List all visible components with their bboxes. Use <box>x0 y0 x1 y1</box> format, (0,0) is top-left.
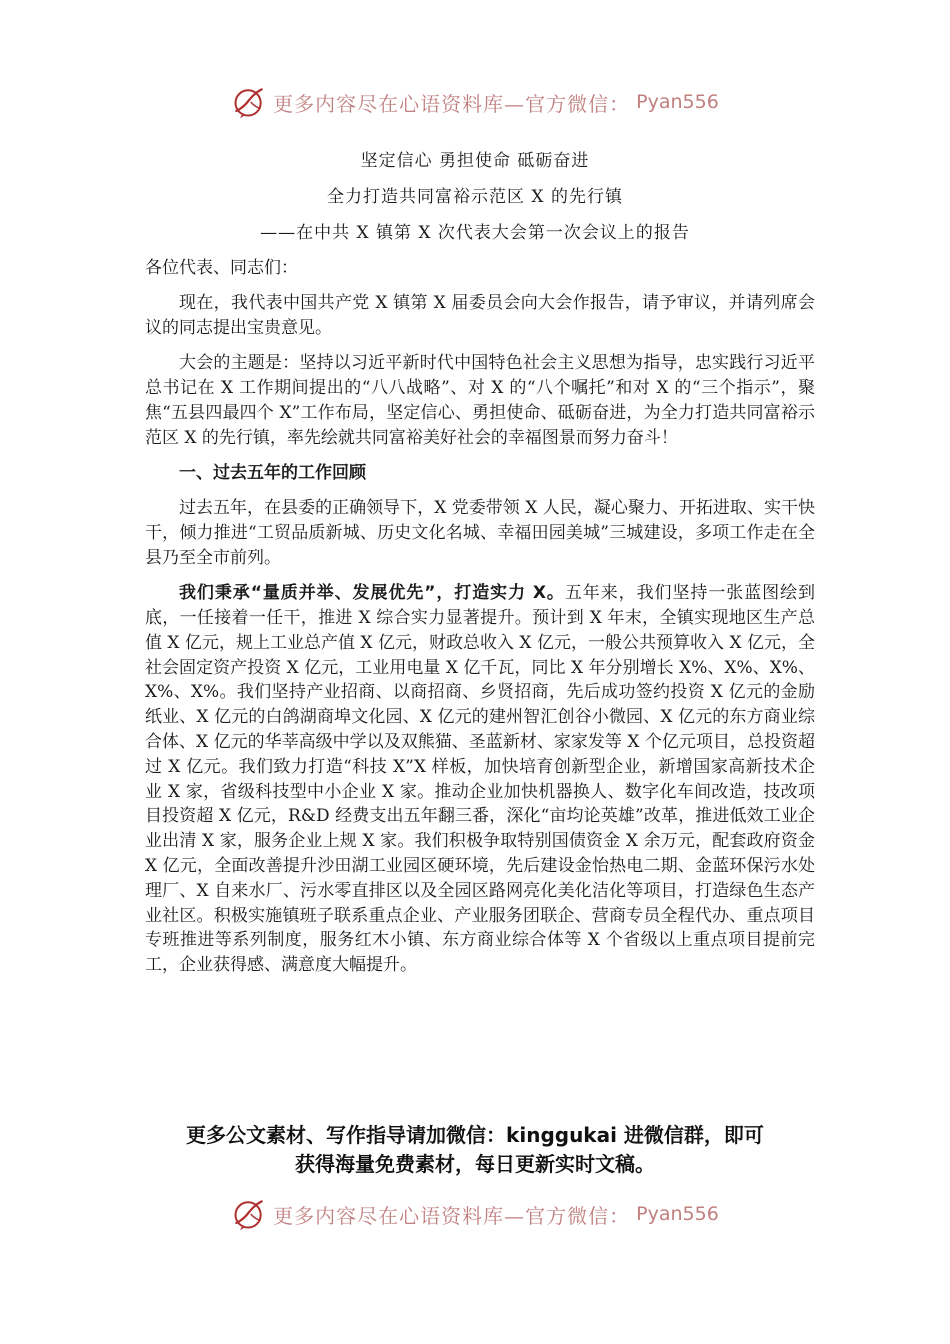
paragraph-strength-text: 五年来，我们坚持一张蓝图绘到底，一任接着一任干，推进 X 综合实力显著提升。预计到 X 年末，全镇实现地区生产总值 X 亿元，规上工业总产值 X 亿元，财政总收入 X 亿元，一般公共预算收入 X 亿元，全社会固定资产投资 X 亿元，工业用电量 X 亿千瓦，同比 X 年分别增长 X%、X%、X%、X%、X%。我们坚持产业招商、以商招商、乡贤招商，先后成功签约投资 X 亿元的金励纸业、X 亿元的白鸽湖商埠文化园、X 亿元的建州智汇创谷小微园、X 亿元的东方商业综合体、X 亿元的华莘高级中学以及双熊猫、圣蓝新材、家家发等 X 个亿元项目，总投资超过 X 亿元。我们致力打造“科技 X”X 样板，加快培育创新型企业，新增国家高新技术企业 X 家，省级科技型中小企业 X 家。推动企业加快机器换人、数字化车间改造，技改项目投资超 X 亿元，R&D 经费支出五年翻三番，深化“亩均论英雄”改革，推进低效工业企业出清 X 家，服务企业上规 X 家。我们积极争取特别国债资金 X 余万元，配套政府资金 X 亿元，全面改善提升沙田湖工业园区硬环境，先后建设金怡热电二期、金蓝环保污水处理厂、X 自来水厂、污水零直排区以及全园区路网亮化美化洁化等项目，打造绿色生态产业社区。积极实施镇班子联系重点企业、产业服务团联企、营商专员全程代办、重点项目专班推进等系列制度，服务红木小镇、东方商业综合体等 X 个省级以上重点项目提前完工，企业获得感、满意度大幅提升。 <box>145 583 816 976</box>
salutation: 各位代表、同志们： <box>145 258 298 278</box>
pen-writing-logo-icon <box>231 1196 267 1232</box>
paragraph-intro: 现在，我代表中国共产党 X 镇第 X 届委员会向大会作报告，请予审议，并请列席会议的同志提出宝贵意见。 <box>145 293 815 339</box>
report-body <box>145 256 815 978</box>
report-title-line-1: 坚定信心 勇担使命 砥砺奋进 <box>360 151 590 171</box>
banner-wechat-id: Pyan556 <box>636 1203 719 1225</box>
promo-line-1: 更多公文素材、写作指导请加微信：kinggukai 进微信群，即可 <box>186 1123 764 1147</box>
paragraph-review: 过去五年，在县委的正确领导下，X 党委带领 X 人民，凝心聚力、开拓进取、实干快干，倾力推进“工贸品质新城、历史文化名城、幸福田园美城”三城建设，多项工作走在全县乃至全市前列。 <box>145 498 815 568</box>
paragraph-lead-sentence: 我们秉承“量质并举、发展优先”，打造实力 X。 <box>179 583 565 604</box>
promo-line-2: 获得海量免费素材，每日更新实时文稿。 <box>295 1152 655 1176</box>
banner-wechat-id: Pyan556 <box>636 91 719 113</box>
banner-text: 更多内容尽在心语资料库—官方微信： <box>273 1203 631 1228</box>
watermark-banner-top <box>0 82 950 122</box>
promo-notice <box>0 1121 950 1179</box>
section-heading: 一、过去五年的工作回顾 <box>179 463 366 484</box>
report-title-line-2: 全力打造共同富裕示范区 X 的先行镇 <box>327 187 623 207</box>
pen-writing-logo-icon <box>231 84 267 120</box>
paragraph-strength <box>145 581 815 978</box>
banner-text: 更多内容尽在心语资料库—官方微信： <box>273 91 631 116</box>
paragraph-theme: 大会的主题是：坚持以习近平新时代中国特色社会主义思想为指导，忠实践行习近平总书记在 X 工作期间提出的“八八战略”、对 X 的“八个嘱托”和对 X 的“三个指示”，聚焦“五县四最四个 X”工作布局，坚定信心、勇担使命、砥砺奋进，为全力打造共同富裕示范区 X 的先行镇，率先绘就共同富裕美好社会的幸福图景而努力奋斗！ <box>145 353 815 448</box>
watermark-banner-bottom <box>0 1194 950 1234</box>
report-subtitle: ——在中共 X 镇第 X 次代表大会第一次会议上的报告 <box>260 223 690 243</box>
